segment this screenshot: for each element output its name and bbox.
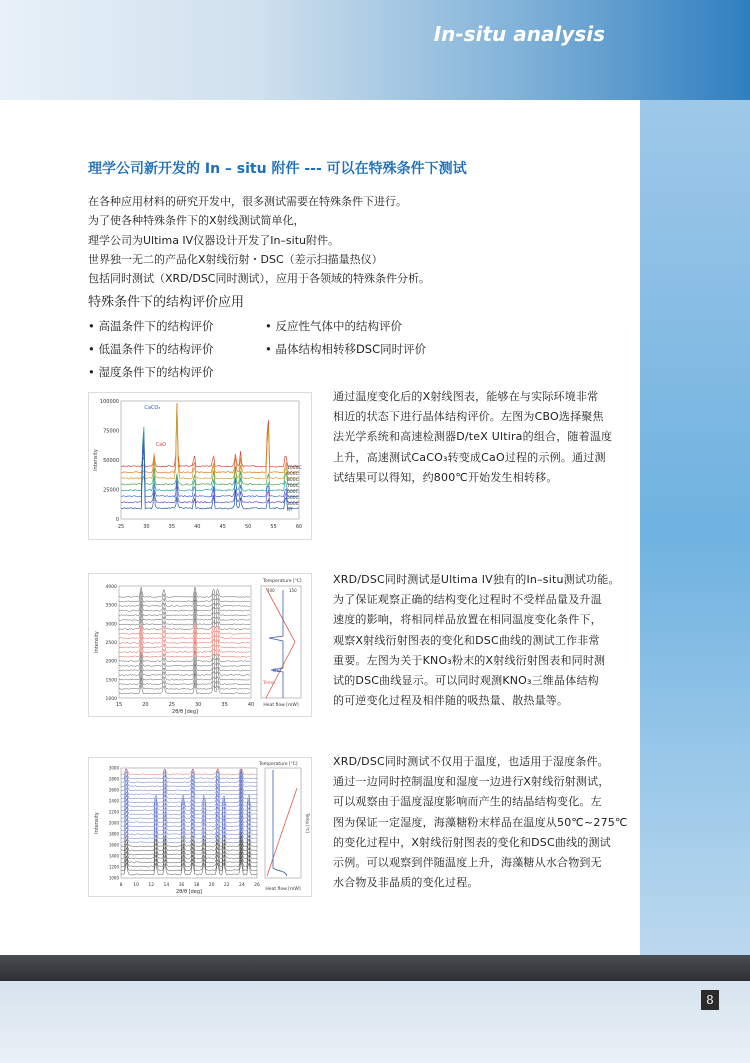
temperature-line	[267, 788, 297, 876]
para-line: 示例。可以观察到伴随温度上升，海藻糖从水合物到无	[333, 856, 602, 870]
bullet-item: • 低温条件下的结构评价	[88, 342, 214, 356]
legend-label: RT	[287, 508, 293, 513]
para-line: 通过一边同时控制温度和湿度一边进行X射线衍射测试，	[333, 775, 610, 789]
para-line: 试结果可以得知，约800℃开始发生相转移。	[333, 470, 558, 484]
xrd-temperature-chart	[88, 392, 312, 540]
pattern-line	[119, 587, 250, 597]
pattern-line	[121, 769, 257, 775]
y-tick-label: 2200	[108, 809, 119, 815]
x-tick-label: 24	[239, 883, 245, 888]
pattern-line	[119, 624, 250, 634]
x-tick-label: 14	[163, 883, 170, 888]
x-tick-label: 20	[208, 883, 215, 888]
subheading: 特殊条件下的结构评价应用	[88, 295, 245, 310]
pattern-line	[121, 784, 257, 799]
series-line-900C	[121, 403, 299, 473]
y-tick-label: 50000	[103, 458, 119, 464]
series-line-1000C	[121, 403, 299, 467]
header-title: In-situ analysis	[433, 22, 605, 46]
dsc-title: Temperature [℃]	[259, 762, 298, 767]
y-tick-label: 1800	[108, 831, 119, 837]
para-line: 图为保证一定湿度，海藻糖粉末样品在温度从50℃~275℃	[333, 815, 628, 829]
footer-light	[0, 981, 750, 1063]
para-line: 水合物及非晶质的变化过程。	[333, 876, 479, 890]
x-tick-label: 40	[194, 524, 201, 530]
annotation-cao: CaO	[155, 442, 167, 448]
paragraph-3	[333, 752, 633, 893]
legend-label: 300C	[287, 502, 299, 507]
para-line: XRD/DSC同时测试不仅用于温度，也适用于湿度条件。	[333, 755, 609, 768]
series-line-700C	[121, 466, 299, 485]
series-line-800C	[121, 408, 299, 479]
chart1-svg	[89, 393, 311, 539]
x-tick-label: 15	[115, 702, 123, 708]
x-tick-label: 8	[119, 883, 123, 888]
pattern-line	[121, 769, 257, 783]
para-line: XRD/DSC同时测试是Ultima IV独有的In–situ测试功能。	[333, 573, 620, 586]
y-tick-label: 4000	[105, 585, 117, 590]
x-tick-label: 40	[247, 702, 255, 708]
para-line: 重要。左图为关于KNO₃粉末的X射线衍射图表和同时测	[333, 653, 606, 667]
y-tick-label: 1000	[108, 875, 119, 881]
intro-text	[88, 192, 430, 288]
right-decor-band	[640, 100, 750, 960]
chart2-svg	[89, 574, 311, 716]
header-band	[0, 0, 750, 100]
page-number: 8	[701, 990, 719, 1010]
bullet-item: • 晶体结构相转移DSC同时评价	[265, 342, 427, 356]
dsc-tick: 150	[289, 588, 297, 593]
xrd-dsc-kno3-chart	[88, 573, 312, 717]
intro-line: 理学公司为Ultima IV仪器设计开发了In–situ附件。	[88, 233, 339, 247]
para-line: 速度的影响，将相同样品放置在相同温度变化条件下，	[333, 613, 602, 627]
y-tick-label: 75000	[103, 428, 119, 435]
x-tick-label: 60	[295, 524, 303, 530]
legend-label: 900C	[287, 472, 299, 477]
y-axis-label: Intensity	[94, 631, 100, 653]
para-line: 可以观察由于温度湿度影响而产生的结晶结构变化。左	[333, 795, 602, 809]
x-tick-label: 45	[219, 524, 226, 530]
y-tick-label: 3000	[108, 765, 119, 771]
intro-line: 在各种应用材料的研究开发中，很多测试需要在特殊条件下进行。	[88, 195, 407, 208]
dsc-y-label: Temp [℃]	[305, 813, 310, 833]
bullet-item: • 高温条件下的结构评价	[88, 319, 214, 333]
chart3-svg	[89, 758, 311, 896]
y-tick-label: 1600	[108, 842, 119, 848]
annotation-caco3: CaCO₃	[144, 405, 161, 411]
y-tick-label: 2500	[105, 641, 117, 646]
dsc-tick: 100	[267, 588, 275, 593]
bullet-item: • 湿度条件下的结构评价	[88, 365, 214, 379]
para-line: 试的DSC曲线显示。可以同时观测KNO₃三维晶体结构	[333, 674, 599, 688]
intro-line: 为了使各种特殊条件下的X射线测试简单化，	[88, 214, 305, 228]
dsc-x-label: Heat flow [mW]	[263, 703, 299, 708]
y-tick-label: 2000	[105, 659, 117, 665]
para-line: 法光学系统和高速检测器D/teX Ultira的组合，随着温度	[333, 430, 613, 444]
x-tick-label: 12	[148, 883, 155, 888]
xrd-dsc-trehalose-chart	[88, 757, 312, 897]
x-axis-label: 2θ/θ [deg]	[176, 889, 202, 895]
footer-band	[0, 955, 750, 981]
x-tick-label: 26	[254, 883, 260, 888]
y-tick-label: 2600	[108, 787, 119, 793]
y-tick-label: 2000	[108, 820, 119, 826]
para-line: 上升，高速测试CaCO₃转变成CaO过程的示例。通过测	[333, 450, 606, 464]
y-tick-label: 2800	[108, 776, 119, 782]
dsc-title: Temperature [℃]	[263, 579, 302, 584]
y-tick-label: 3000	[105, 622, 117, 628]
para-line: 相近的状态下进行晶体结构评价。左图为CBO选择聚焦	[333, 410, 604, 424]
y-tick-label: 1500	[105, 678, 117, 684]
y-axis-label: Intensity	[94, 812, 100, 834]
x-tick-label: 18	[193, 883, 200, 888]
y-tick-label: 100000	[99, 399, 119, 405]
y-tick-label: 1000	[105, 697, 117, 702]
paragraph-2	[333, 570, 633, 711]
x-tick-label: 30	[143, 524, 150, 530]
x-tick-label: 25	[117, 524, 125, 530]
dsc-x-label: Heat flow [mW]	[265, 887, 301, 892]
intro-line: 世界独一无二的产品化X射线衍射・DSC（差示扫描量热仪）	[88, 252, 383, 266]
plot-frame	[121, 401, 299, 519]
plot-frame	[121, 768, 257, 878]
para-line: 的变化过程中，X射线衍射图表的变化和DSC曲线的测试	[333, 835, 611, 849]
x-tick-label: 35	[168, 524, 176, 530]
para-line: 通过温度变化后的X射线图表，能够在与实际环境非常	[333, 390, 599, 403]
legend-label: 1000C	[287, 466, 302, 471]
x-tick-label: 25	[168, 702, 175, 708]
y-tick-label: 0	[115, 517, 119, 523]
y-tick-label: 2400	[108, 798, 119, 804]
x-tick-label: 50	[244, 524, 252, 530]
para-line: 的可逆变化过程及相伴随的吸热量、散热量等。	[333, 694, 569, 708]
dsc-label: DSC	[273, 669, 283, 674]
paragraph-1	[333, 387, 633, 488]
x-tick-label: 35	[221, 702, 228, 708]
x-tick-label: 10	[133, 883, 139, 888]
para-line: 为了保证观察正确的结构变化过程时不受样品量及升温	[333, 593, 602, 607]
pattern-line	[121, 780, 257, 795]
x-tick-label: 22	[223, 883, 230, 888]
legend-label: 600C	[287, 490, 299, 495]
section-heading: 理学公司新开发的 In – situ 附件 --- 可以在特殊条件下测试	[88, 161, 467, 177]
x-tick-label: 20	[142, 702, 149, 708]
intro-line: 包括同时测试（XRD/DSC同时测试），应用于各领域的特殊条件分析。	[88, 272, 430, 286]
legend-label: 500C	[287, 496, 299, 501]
series-line-300C	[121, 438, 299, 503]
dsc-frame	[265, 768, 301, 878]
para-line: 观察X射线衍射图表的变化和DSC曲线的测试工作非常	[333, 633, 600, 647]
x-axis-label: 2θ/θ [deg]	[172, 709, 198, 715]
legend-label: 800C	[287, 478, 299, 483]
x-tick-label: 16	[178, 883, 185, 888]
y-tick-label: 1200	[108, 864, 119, 870]
series-line-600C	[121, 427, 299, 491]
legend-label: 700C	[287, 484, 299, 489]
x-tick-label: 55	[270, 524, 277, 530]
temp-label: Temp	[263, 681, 275, 686]
x-tick-label: 30	[195, 702, 202, 708]
series-line-RT	[121, 446, 299, 510]
pattern-line	[121, 788, 257, 803]
bullet-item: • 反应性气体中的结构评价	[265, 319, 402, 333]
series-line-500C	[121, 433, 299, 497]
y-axis-label: Intensity	[93, 449, 99, 471]
plot-frame	[119, 586, 251, 698]
y-tick-label: 25000	[103, 487, 119, 494]
y-tick-label: 1400	[108, 853, 119, 859]
y-tick-label: 3500	[105, 603, 117, 609]
